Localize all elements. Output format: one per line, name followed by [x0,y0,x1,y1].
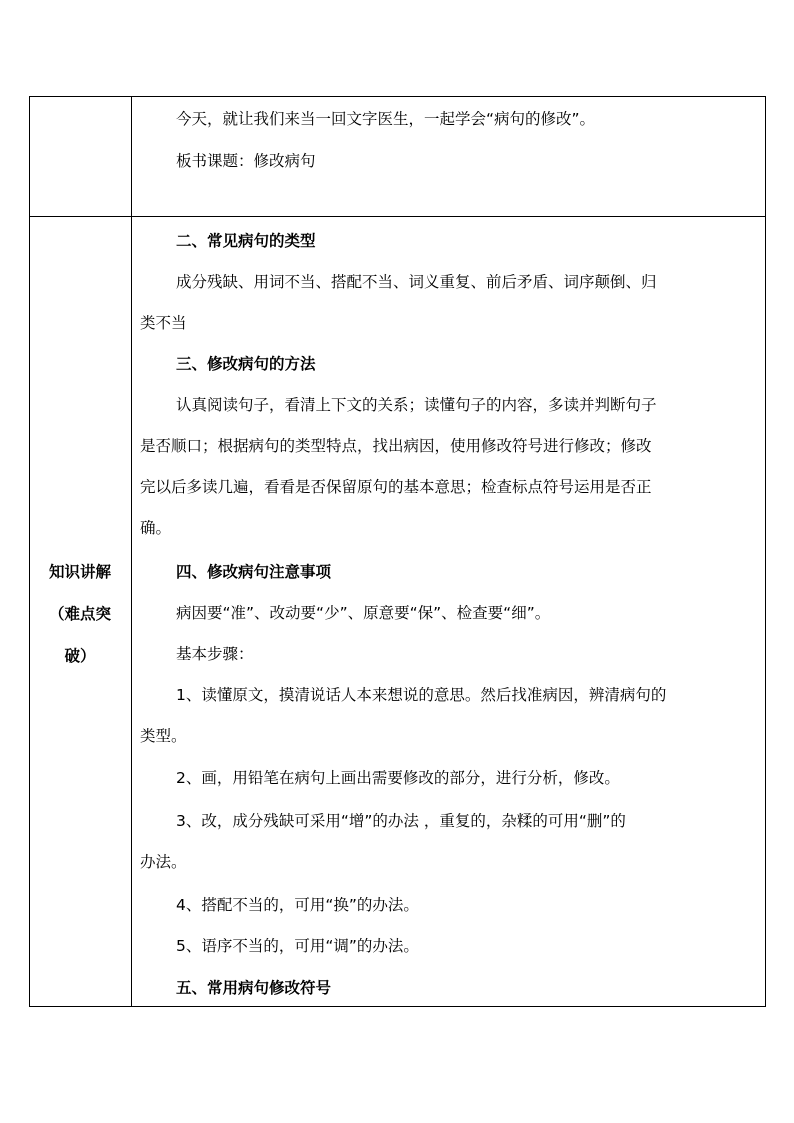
step-2-line: 2、画，用铅笔在病句上画出需要修改的部分，进行分析，修改。 [176,769,620,787]
section-heading-3: 三、修改病句的方法 [176,355,316,373]
step-1-line-1: 1、读懂原文，摸清说话人本来想说的意思。然后找准病因，辨清病句的 [176,686,667,704]
method-line-2: 是否顺口；根据病句的类型特点，找出病因，使用修改符号进行修改；修改 [140,437,652,455]
step-4-line: 4、搭配不当的，可用“换”的办法。 [176,896,419,914]
method-line-1: 认真阅读句子，看清上下文的关系；读懂句子的内容，多读并判断句子 [176,396,657,414]
column-divider [131,97,132,1006]
lesson-table [29,96,766,1007]
method-line-3: 完以后多读几遍，看看是否保留原句的基本意思；检查标点符号运用是否正 [140,478,652,496]
types-line-2: 类不当 [140,314,187,332]
step-3-line-1: 3、改，成分残缺可采用“增”的办法 ，重复的，杂糅的可用“删”的 [176,812,626,830]
intro-text: 今天，就让我们来当一回文字医生，一起学会“病句的修改”。 [176,110,596,128]
types-line-1: 成分残缺、用词不当、搭配不当、词义重复、前后矛盾、词序颠倒、归 [176,273,657,291]
step-5-line: 5、语序不当的，可用“调”的办法。 [176,937,419,955]
step-1-line-2: 类型。 [140,727,187,745]
notes-line: 病因要“准”、改动要“少”、原意要“保”、检查要“细”。 [176,604,551,622]
row-divider [30,216,765,217]
row-label-line-2: （难点突 [48,605,111,623]
row-label-line-1: 知识讲解 [48,563,111,581]
step-3-line-2: 办法。 [140,853,187,871]
section-heading-2: 二、常见病句的类型 [176,232,316,250]
board-title-text: 板书课题：修改病句 [176,152,316,170]
method-line-4: 确。 [140,519,172,537]
steps-title: 基本步骤： [176,645,254,663]
section-heading-4: 四、修改病句注意事项 [176,563,332,581]
section-heading-5: 五、常用病句修改符号 [176,979,332,997]
row-label-line-3: 破） [64,647,96,665]
